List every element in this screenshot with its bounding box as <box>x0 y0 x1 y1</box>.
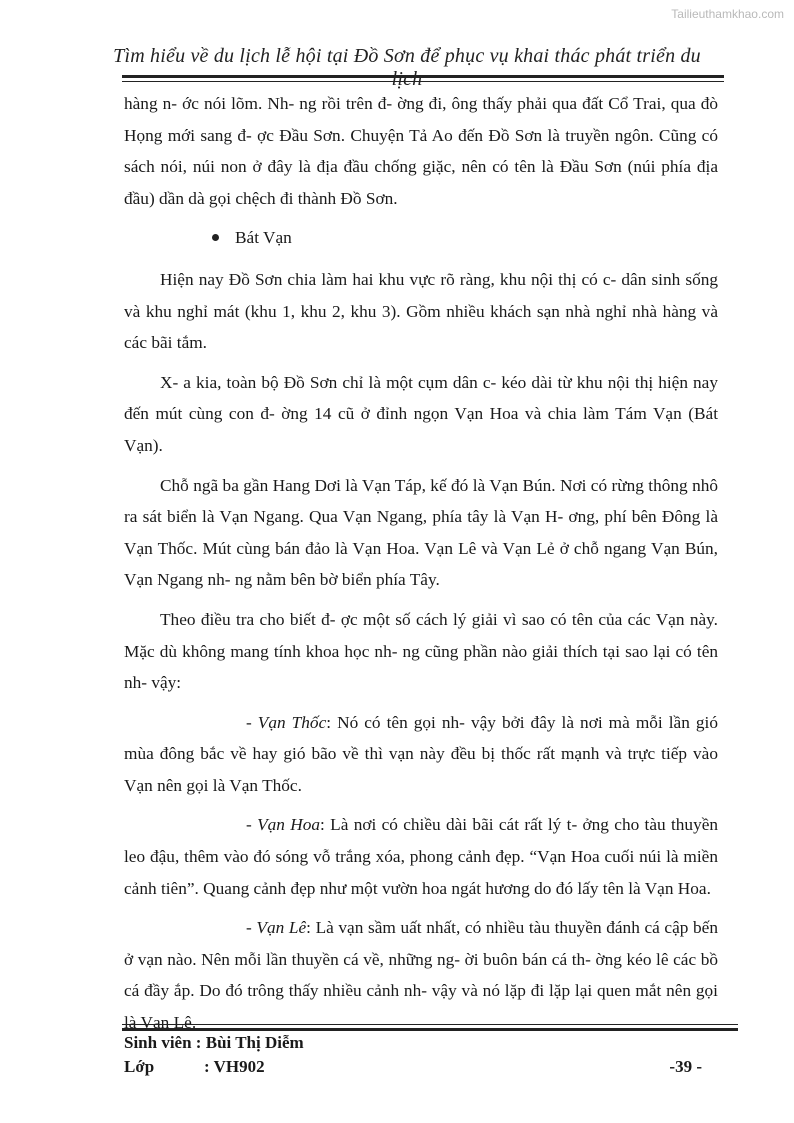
term-van-le: Vạn Lê <box>256 918 307 938</box>
running-header: Tìm hiểu về du lịch lễ hội tại Đồ Sơn để phục vụ khai thác phát triển du lịch <box>113 45 701 90</box>
desc-van-hoa: : Là nơi có chiều dài bãi cát rất lý t- ởng cho tàu thuyền leo đậu, thêm vào đó sóng vỗ trắng xóa, phong cảnh đẹp. “Vạn Hoa cuối núi là miền cảnh tiên”. Quang cảnh đẹp như một vườn hoa ngát hương do đó lấy tên là Vạn Hoa. <box>124 815 719 898</box>
desc-van-le: : Là vạn sầm uất nhất, có nhiều tàu thuyền đánh cá cập bến ở vạn nào. Nên mỗi lần thuyền cá về, những ng- ời buôn bán cá th- ờng kéo lê các bồ cá đầy ắp. Do đó trông thấy nhiều cảnh nh- vậy và nó lặp đi lặp lại quen mắt nên gọi là Vạn Lê. <box>124 918 718 1033</box>
term-van-hoa: Vạn Hoa <box>257 815 321 835</box>
paragraph-van-le <box>124 912 718 1038</box>
footer-rule-thin <box>122 1024 738 1025</box>
paragraph-locations: Chỗ ngã ba gần Hang Dơi là Vạn Táp, kế đó là Vạn Bún. Nơi có rừng thông nhô ra sát biển là Vạn Ngang. Qua Vạn Ngang, phía tây là Vạn H- ơng, phí bên Đông là Vạn Thốc. Mút cùng bán đảo là Vạn Hoa. Vạn Lê và Vạn Lẻ ở chỗ ngang Vạn Bún, Vạn Ngang nh- ng nằm bên bờ biển phía Tây. <box>124 475 718 590</box>
term-van-thoc: Vạn Thốc <box>257 712 327 732</box>
paragraph-van-thoc <box>124 707 718 802</box>
page-footer <box>124 1031 702 1079</box>
footer-class-row <box>124 1055 702 1079</box>
student-name: Bùi Thị Diễm <box>205 1033 304 1052</box>
list-dash: - <box>246 815 258 835</box>
page-number: -39 - <box>669 1057 702 1076</box>
paragraph-explanation: Theo điều tra cho biết đ- ợc một số cách lý giải vì sao có tên của các Vạn này. Mặc dù không mang tính khoa học nh- ng cũng phần nào giải thích tại sao lại có tên nh- vậy: <box>124 609 718 693</box>
paragraph-areas: Hiện nay Đồ Sơn chia làm hai khu vực rõ ràng, khu nội thị có c- dân sinh sống và khu nghỉ mát (khu 1, khu 2, khu 3). Gồm nhiều khách sạn nhà nghỉ nhà hàng và các bãi tắm. <box>124 269 718 353</box>
list-dash: - <box>246 712 258 732</box>
paragraph-origin: hàng n- ớc nói lõm. Nh- ng rồi trên đ- ờng đi, ông thấy phải qua đất Cổ Trai, qua đò Họng mới sang đ- ợc Đầu Sơn. Chuyện Tả Ao đến Đồ Sơn là truyền ngôn. Cũng có sách nói, núi non ở đây là địa đầu chống giặc, nên có tên là Đầu Sơn (núi phía địa đầu) dần dà gọi chệch đi thành Đồ Sơn. <box>124 94 718 208</box>
body-text <box>124 88 718 1047</box>
class-label: Lớp <box>124 1057 155 1076</box>
header-rule <box>122 75 724 78</box>
header-rule-thin <box>122 81 724 82</box>
class-value: : VH902 <box>204 1057 265 1076</box>
list-dash: - <box>246 918 257 938</box>
footer-student-row <box>124 1031 702 1055</box>
bullet-icon <box>212 234 219 241</box>
watermark: Tailieuthamkhao.com <box>671 7 784 21</box>
bullet-label: Bát Vạn <box>235 228 292 248</box>
paragraph-van-hoa <box>124 809 718 904</box>
desc-van-thoc: : Nó có tên gọi nh- vậy bởi đây là nơi mà mỗi lần gió mùa đông bắc về hay gió bão về thì vạn này đều bị thốc rất mạnh và trực tiếp vào Vạn nên gọi là Vạn Thốc. <box>124 712 718 795</box>
paragraph-history: X- a kia, toàn bộ Đồ Sơn chỉ là một cụm dân c- kéo dài từ khu nội thị hiện nay đến mút cùng con đ- ờng 14 cũ ở đỉnh ngọn Vạn Hoa và chia làm Tám Vạn (Bát Vạn). <box>124 372 718 455</box>
student-label: Sinh viên : <box>124 1033 202 1052</box>
bullet-item <box>124 222 718 254</box>
